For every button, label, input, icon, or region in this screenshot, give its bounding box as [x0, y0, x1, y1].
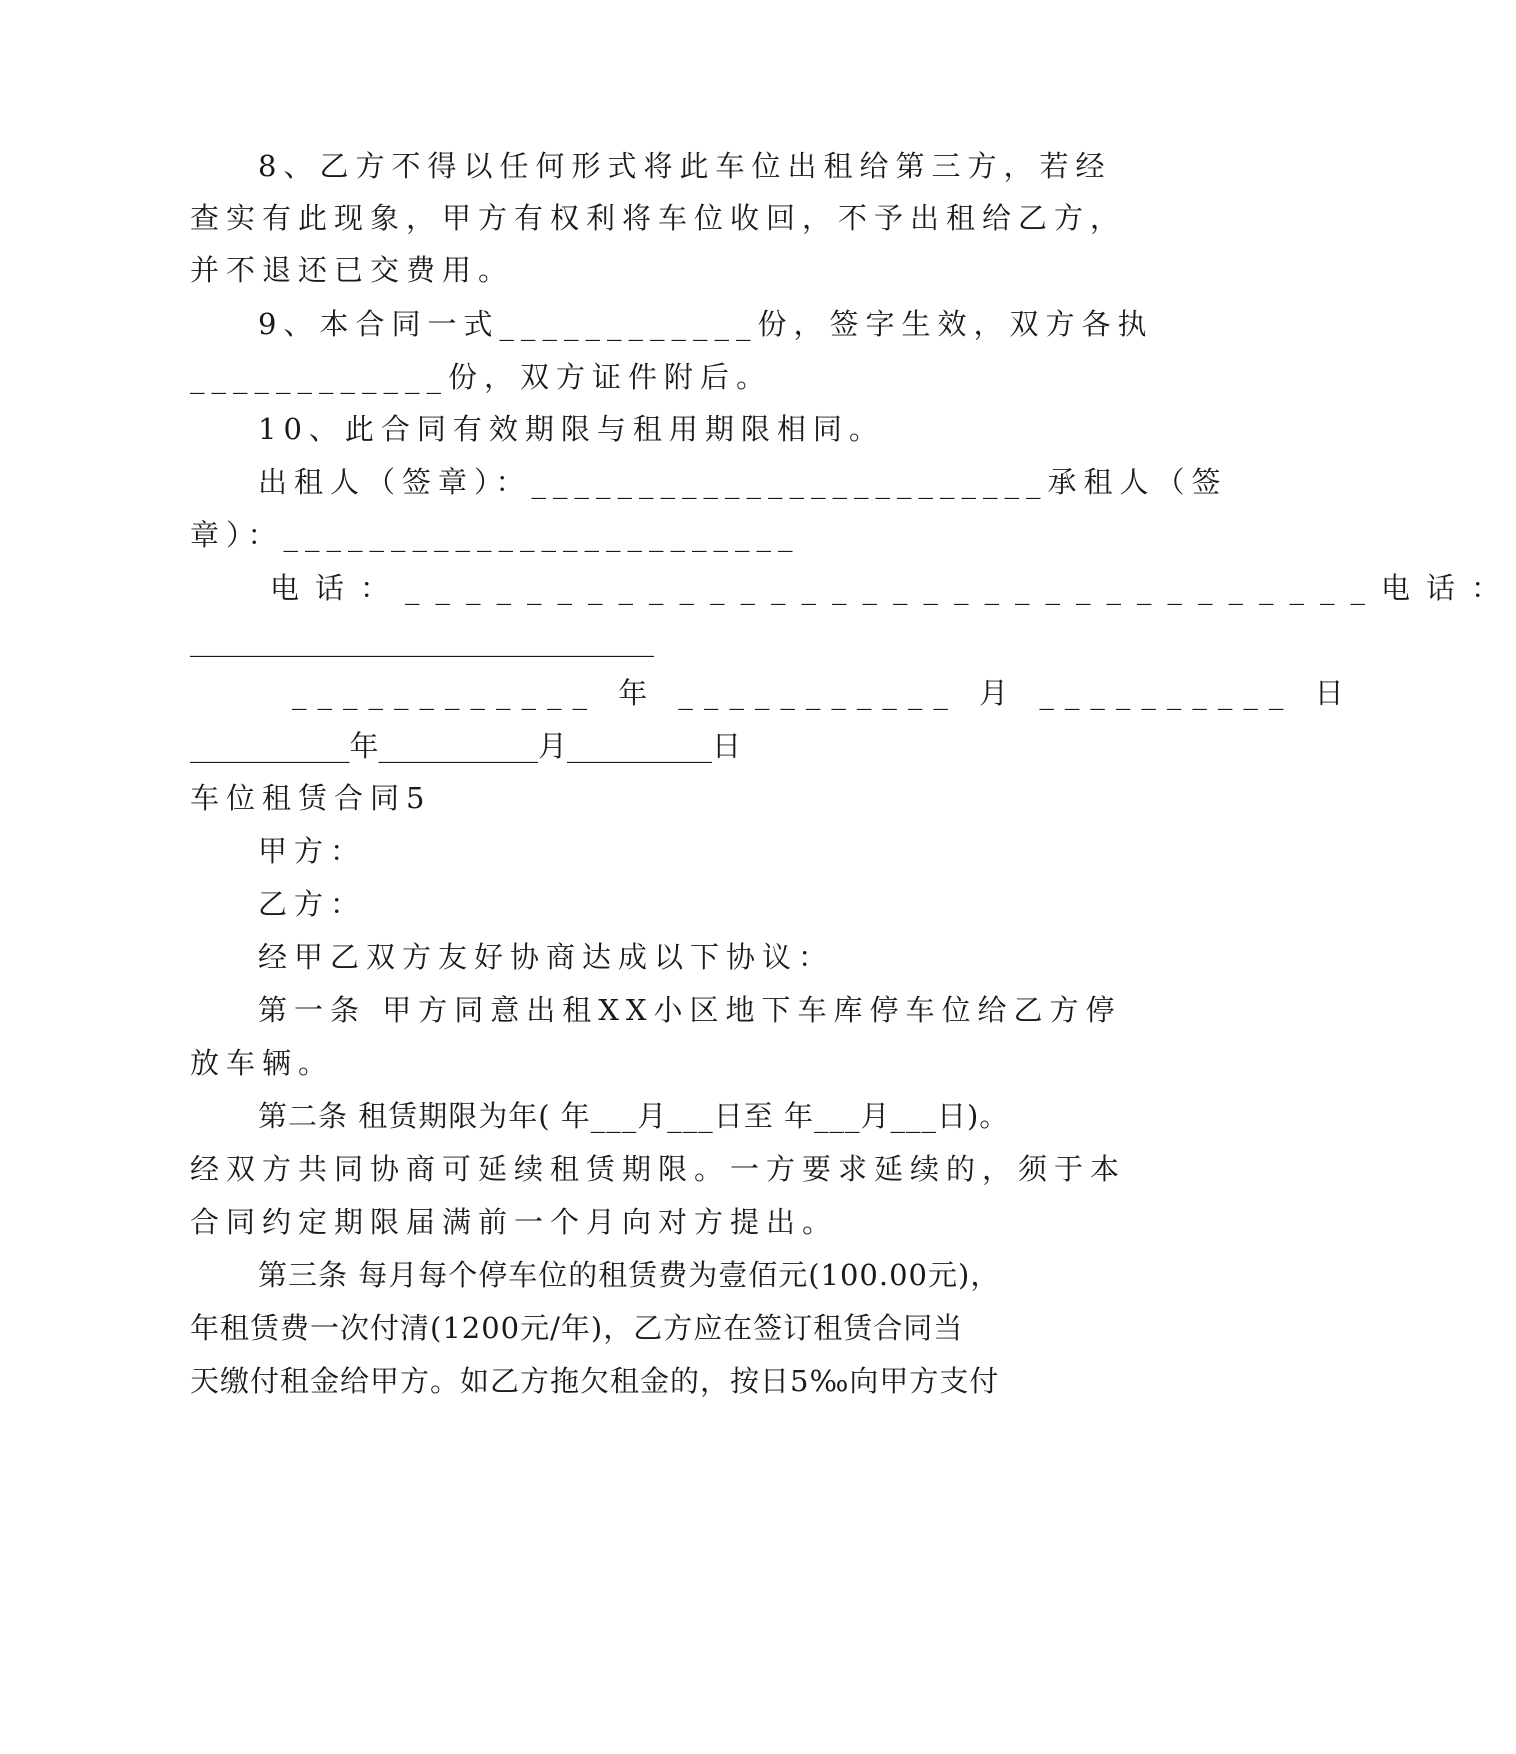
article-3-line-2: 年租赁费一次付清(1200元/年)，乙方应在签订租赁合同当 — [190, 1311, 964, 1345]
clause-10-line: 10、此合同有效期限与租用期限相同。 — [258, 412, 885, 446]
clause-8-line-1: 8、乙方不得以任何形式将此车位出租给第三方，若经 — [258, 149, 1112, 183]
section-title: 车位租赁合同5 — [190, 781, 432, 815]
article-2-line-2: 经双方共同协商可延续租赁期限。一方要求延续的，须于本 — [190, 1152, 1127, 1186]
clause-9-line-1: 9、本合同一式____________份，签字生效，双方各执 — [258, 307, 1154, 341]
lessee-signature-line: 章）：________________________ — [190, 518, 800, 552]
article-1-line-2: 放车辆。 — [190, 1046, 335, 1080]
clause-8-line-2: 查实有此现象，甲方有权利将车位收回，不予出租给乙方， — [190, 201, 1127, 235]
date-line-1: ____________ 年 ___________ 月 __________ 日 — [292, 676, 1355, 710]
party-a-line: 甲方： — [258, 834, 367, 868]
agreement-intro: 经甲乙双方友好协商达成以下协议： — [258, 940, 835, 974]
lessor-signature-line: 出租人（签章）：________________________承租人（签 — [258, 465, 1228, 499]
clause-9-line-2: ____________份，双方证件附后。 — [190, 360, 773, 394]
phone-line: 电话：________________________________电话： — [270, 571, 1516, 605]
article-2-line-3: 合同约定期限届满前一个月向对方提出。 — [190, 1205, 839, 1239]
article-2-line-1: 第二条 租赁期限为年( 年___月___日至 年___月___日)。 — [258, 1099, 1010, 1133]
article-3-line-3: 天缴付租金给甲方。如乙方拖欠租金的，按日5‰向甲方支付 — [190, 1364, 1000, 1398]
clause-8-line-3: 并不退还已交费用。 — [190, 253, 515, 287]
phone-blank-line: ________________________________ — [190, 623, 654, 657]
party-b-line: 乙方： — [258, 887, 367, 921]
date-line-2: ___________年___________月__________日 — [190, 729, 742, 763]
article-3-line-1: 第三条 每月每个停车位的租赁费为壹佰元(100.00元)， — [258, 1258, 1001, 1292]
article-1-line-1: 第一条 甲方同意出租XX小区地下车库停车位给乙方停 — [258, 993, 1122, 1027]
